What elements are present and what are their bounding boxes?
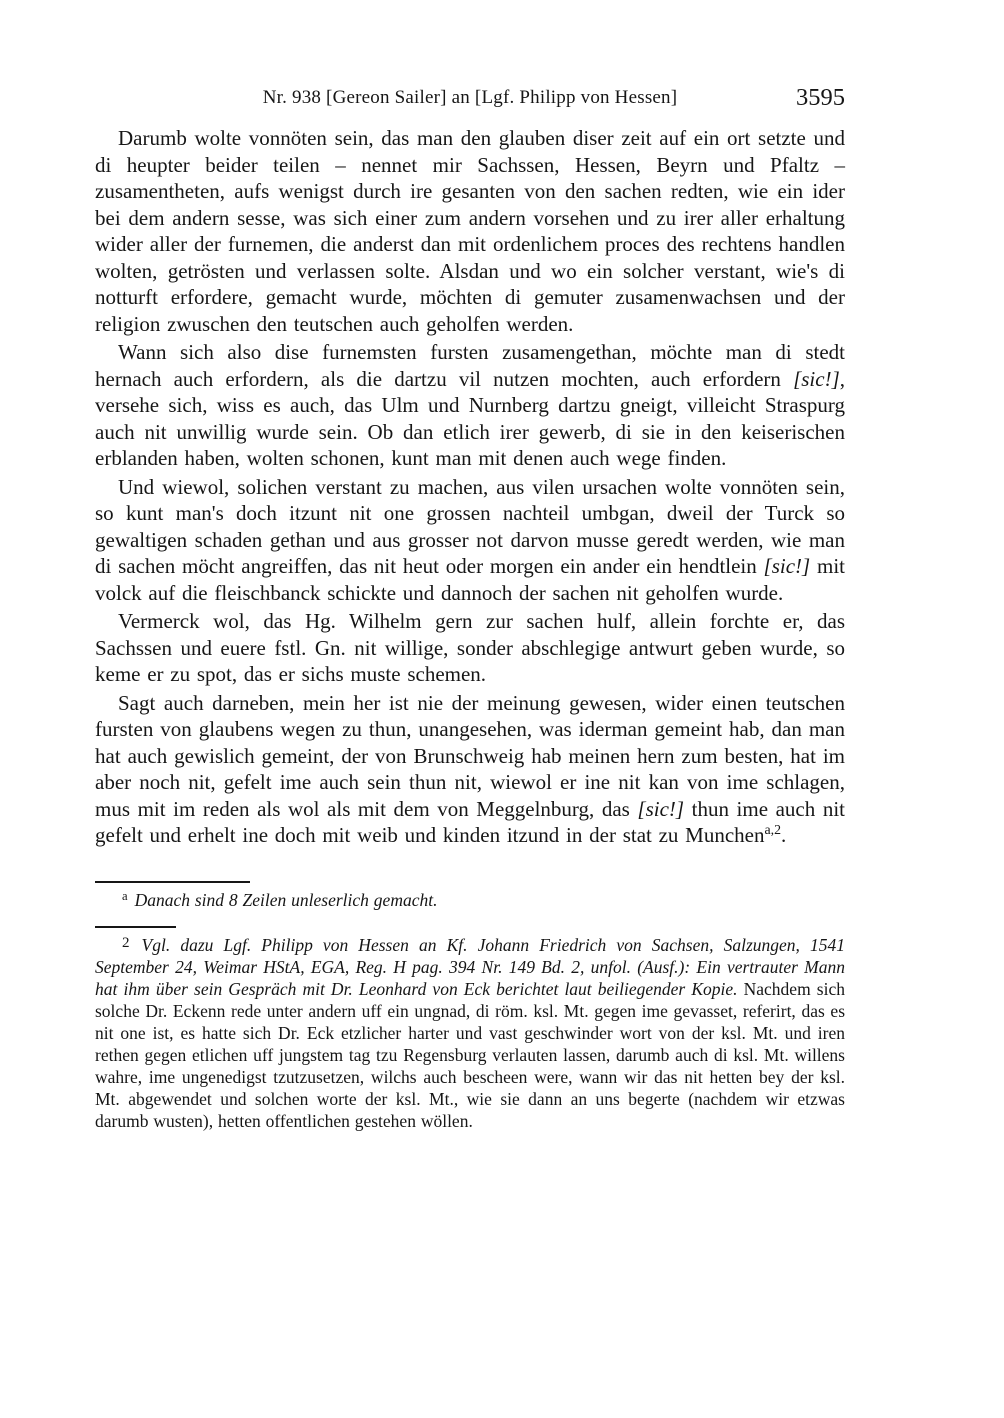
footnote-2: [95, 934, 845, 1132]
footnote-a-text: Danach sind 8 Zeilen unleserlich gemacht.: [134, 889, 438, 910]
running-head: [95, 82, 845, 114]
footnote-separator-a: [95, 881, 250, 883]
text-column: [95, 82, 845, 1132]
footnote-a: [95, 889, 845, 911]
body-paragraph-3: Und wiewol, solichen verstant zu machen, aus vilen ursachen wolte vonnöten sein, so kunt man's doch itzunt nit one grossen nachteil umbgan, dweil der Turck so gewaltigen schaden gethan und aus grosser not darvon musse geredt werden, wie man di sachen möcht angreiffen, das nit heut oder morgen ein ander ein hendtlein [sic!] mit volck auf die fleischbanck schickte und dannoch der sachen nit geholfen wurde.: [95, 474, 845, 605]
footnote-a-marker: a: [122, 889, 128, 904]
footnote-separator-2: [95, 926, 176, 928]
footnote-2-text: Vgl. dazu Lgf. Philipp von Hessen an Kf. Johann Friedrich von Sachsen, Salzungen, 1541 September 24, Weimar HStA, EGA, Reg. H pag. 394 Nr. 149 Bd. 2, unfol. (Ausf.): Ein vertrauter Mann hat ihm über sein Gespräch mit Dr. Leonhard von Eck berichtet laut beiliegender Kopie. Nachdem sich solche Dr. Eckenn rede unter andern uff ein ungnad, di röm. ksl. Mt. gegen ime gevasset, referirt, das es nit one ist, es hatte sich Dr. Eck etzlicher harter und vast geschwinder wort von der ksl. Mt. und iren rethen gegen etlichen uff jungstem tag tzu Regensburg verlauten lassen, darumb auch di ksl. Mt. willens wahre, ime ungenedigst tzutzusetzen, wilchs auch bescheen were, wann wir das nit hetten bey der ksl. Mt. abgewendet und solchen worte der ksl. Mt., wie sie dann an uns begerte (nachdem wir etzwas darumb wusten), hetten offentlichen gestehen wöllen.: [95, 934, 845, 1131]
running-title: Nr. 938 [Gereon Sailer] an [Lgf. Philipp von Hessen]: [262, 87, 678, 108]
body-paragraph-2: Wann sich also dise furnemsten fursten zusamengethan, möchte man di stedt hernach auch erfordern, als die dartzu vil nutzen mochten, auch erfordern [sic!], versehe sich, wiss es auch, das Ulm und Nurnberg dartzu gneigt, villeicht Straspurg auch nit unwillig wurde sein. Ob dan etlich irer gewerb, di sie in den keiserischen erblanden haben, wolten schonen, kunt man mit denen auch wege finden.: [95, 340, 845, 470]
letter-body: [95, 125, 845, 849]
body-paragraph-5: Sagt auch darneben, mein her ist nie der meinung gewesen, wider einen teutschen fursten von glaubens wegen zu thun, unangesehen, was iderman gemeint hab, dan man hat auch gewislich gemeint, der von Brunschweig hab meinen hern zum besten, hat im aber noch nit, gefelt ime auch sein thun nit, wiewol er ine nit kan von ime schlagen, mus mit im reden als wol als mit dem von Meggelnburg, das [sic!] thun ime auch nit gefelt und erhelt ine doch mit weib und kinden itzund in der stat zu Munchen$^{a,2}$.: [95, 690, 845, 847]
page-number: 3595: [796, 84, 845, 111]
body-paragraph-4: Vermerck wol, das Hg. Wilhelm gern zur sachen hulf, allein forchte er, das Sachssen und euere fstl. Gn. nit willige, sonder abschlegige antwurt geben wurde, so keme er zu spot, das er sichs muste schemen.: [95, 609, 845, 686]
footnote-apparatus: [95, 881, 845, 1132]
body-paragraph-1: Darumb wolte vonnöten sein, das man den glauben diser zeit auf ein ort setzte und di heupter beider teilen – nennet mir Sachssen, Hessen, Beyrn und Pfaltz – zusamentheten, aufs wenigst durch ire gesanten von den sachen redten, wie ein ider bei dem andern sesse, was sich einer zum andern vorsehen und zu irer aller erhaltung wider aller der furnemen, die anderst dan mit ordenlichem proces des rechtens handlen wolten, getrösten und verlassen solte. Alsdan und wo ein solcher verstant, wie's di notturft erfordere, gemacht wurde, möchten di gemuter zusamenwachsen und der religion zwuschen den teutschen auch geholfen werden.: [95, 126, 845, 336]
footnote-2-marker: 2: [122, 934, 130, 951]
